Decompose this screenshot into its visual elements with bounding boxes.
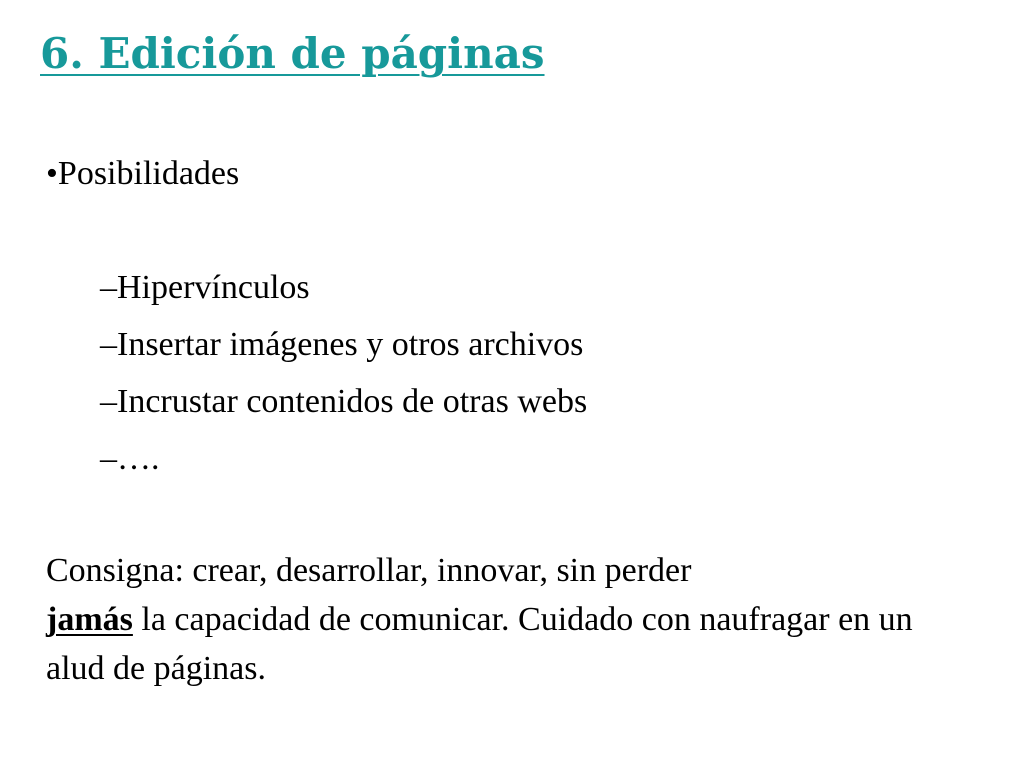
consigna-paragraph [46, 546, 946, 693]
sub-bullet-item [100, 266, 587, 323]
bullet-text: Posibilidades [57, 155, 240, 192]
sub-bullet-marker: – [100, 269, 117, 306]
sub-bullet-text: Hipervínculos [117, 269, 310, 306]
bullet-posibilidades [46, 152, 239, 196]
consigna-line-1: Consigna: crear, desarrollar, innovar, sin perder [46, 552, 692, 589]
sub-bullet-item [100, 437, 587, 494]
sub-bullet-marker: – [100, 383, 117, 420]
bullet-marker: • [46, 155, 58, 192]
consigna-emphasis: jamás [46, 601, 133, 638]
sub-bullet-marker: – [100, 440, 117, 477]
sub-bullet-item [100, 380, 587, 437]
sub-bullet-text: Insertar imágenes y otros archivos [117, 326, 584, 363]
sub-bullet-marker: – [100, 326, 117, 363]
sub-bullet-text: …. [117, 440, 160, 477]
sub-bullet-text: Incrustar contenidos de otras webs [117, 383, 588, 420]
slide-title: 6. Edición de páginas [40, 29, 545, 78]
consigna-rest: la capacidad de comunicar. Cuidado con naufragar en un alud de páginas. [46, 601, 913, 687]
sub-bullet-list [100, 266, 587, 494]
sub-bullet-item [100, 323, 587, 380]
